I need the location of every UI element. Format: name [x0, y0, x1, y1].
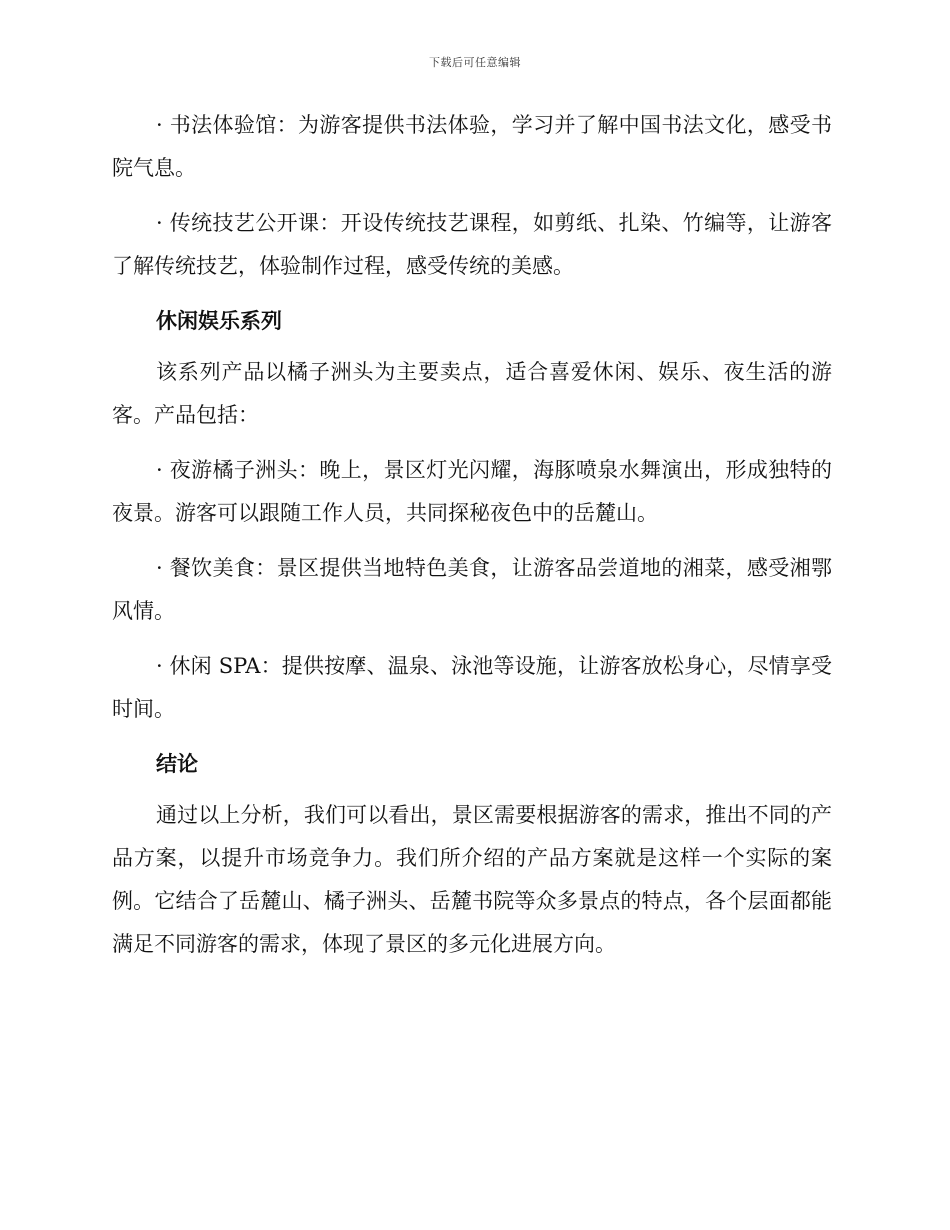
- paragraph-traditional-crafts-class: · 传统技艺公开课：开设传统技艺课程，如剪纸、扎染、竹编等，让游客了解传统技艺，体验制作过程，感受传统的美感。: [112, 211, 832, 278]
- paragraph-conclusion: 通过以上分析，我们可以看出，景区需要根据游客的需求，推出不同的产品方案，以提升市场竞争力。我们所介绍的产品方案就是这样一个实际的案例。它结合了岳麓山、橘子洲头、岳麓书院等众多景点的特点，各个层面都能满足不同游客的需求，体现了景区的多元化进展方向。: [112, 803, 832, 956]
- section-heading-leisure: 休闲娱乐系列: [156, 309, 282, 333]
- paragraph-food: · 餐饮美食：景区提供当地特色美食，让游客品尝道地的湘菜，感受湘鄂风情。: [112, 556, 832, 623]
- paragraph-spa: · 休闲 SPA：提供按摩、温泉、泳池等设施，让游客放松身心，尽情享受时间。: [112, 654, 832, 721]
- paragraph-leisure-intro: 该系列产品以橘子洲头为主要卖点，适合喜爱休闲、娱乐、夜生活的游客。产品包括：: [112, 360, 832, 427]
- section-heading-conclusion: 结论: [156, 752, 198, 776]
- document-body: [112, 104, 832, 978]
- paragraph-calligraphy-hall: · 书法体验馆：为游客提供书法体验，学习并了解中国书法文化，感受书院气息。: [112, 113, 832, 180]
- paragraph-night-tour: · 夜游橘子洲头：晚上，景区灯光闪耀，海豚喷泉水舞演出，形成独特的夜景。游客可以跟随工作人员，共同探秘夜色中的岳麓山。: [112, 458, 832, 525]
- page-header-note: 下载后可任意编辑: [429, 56, 521, 69]
